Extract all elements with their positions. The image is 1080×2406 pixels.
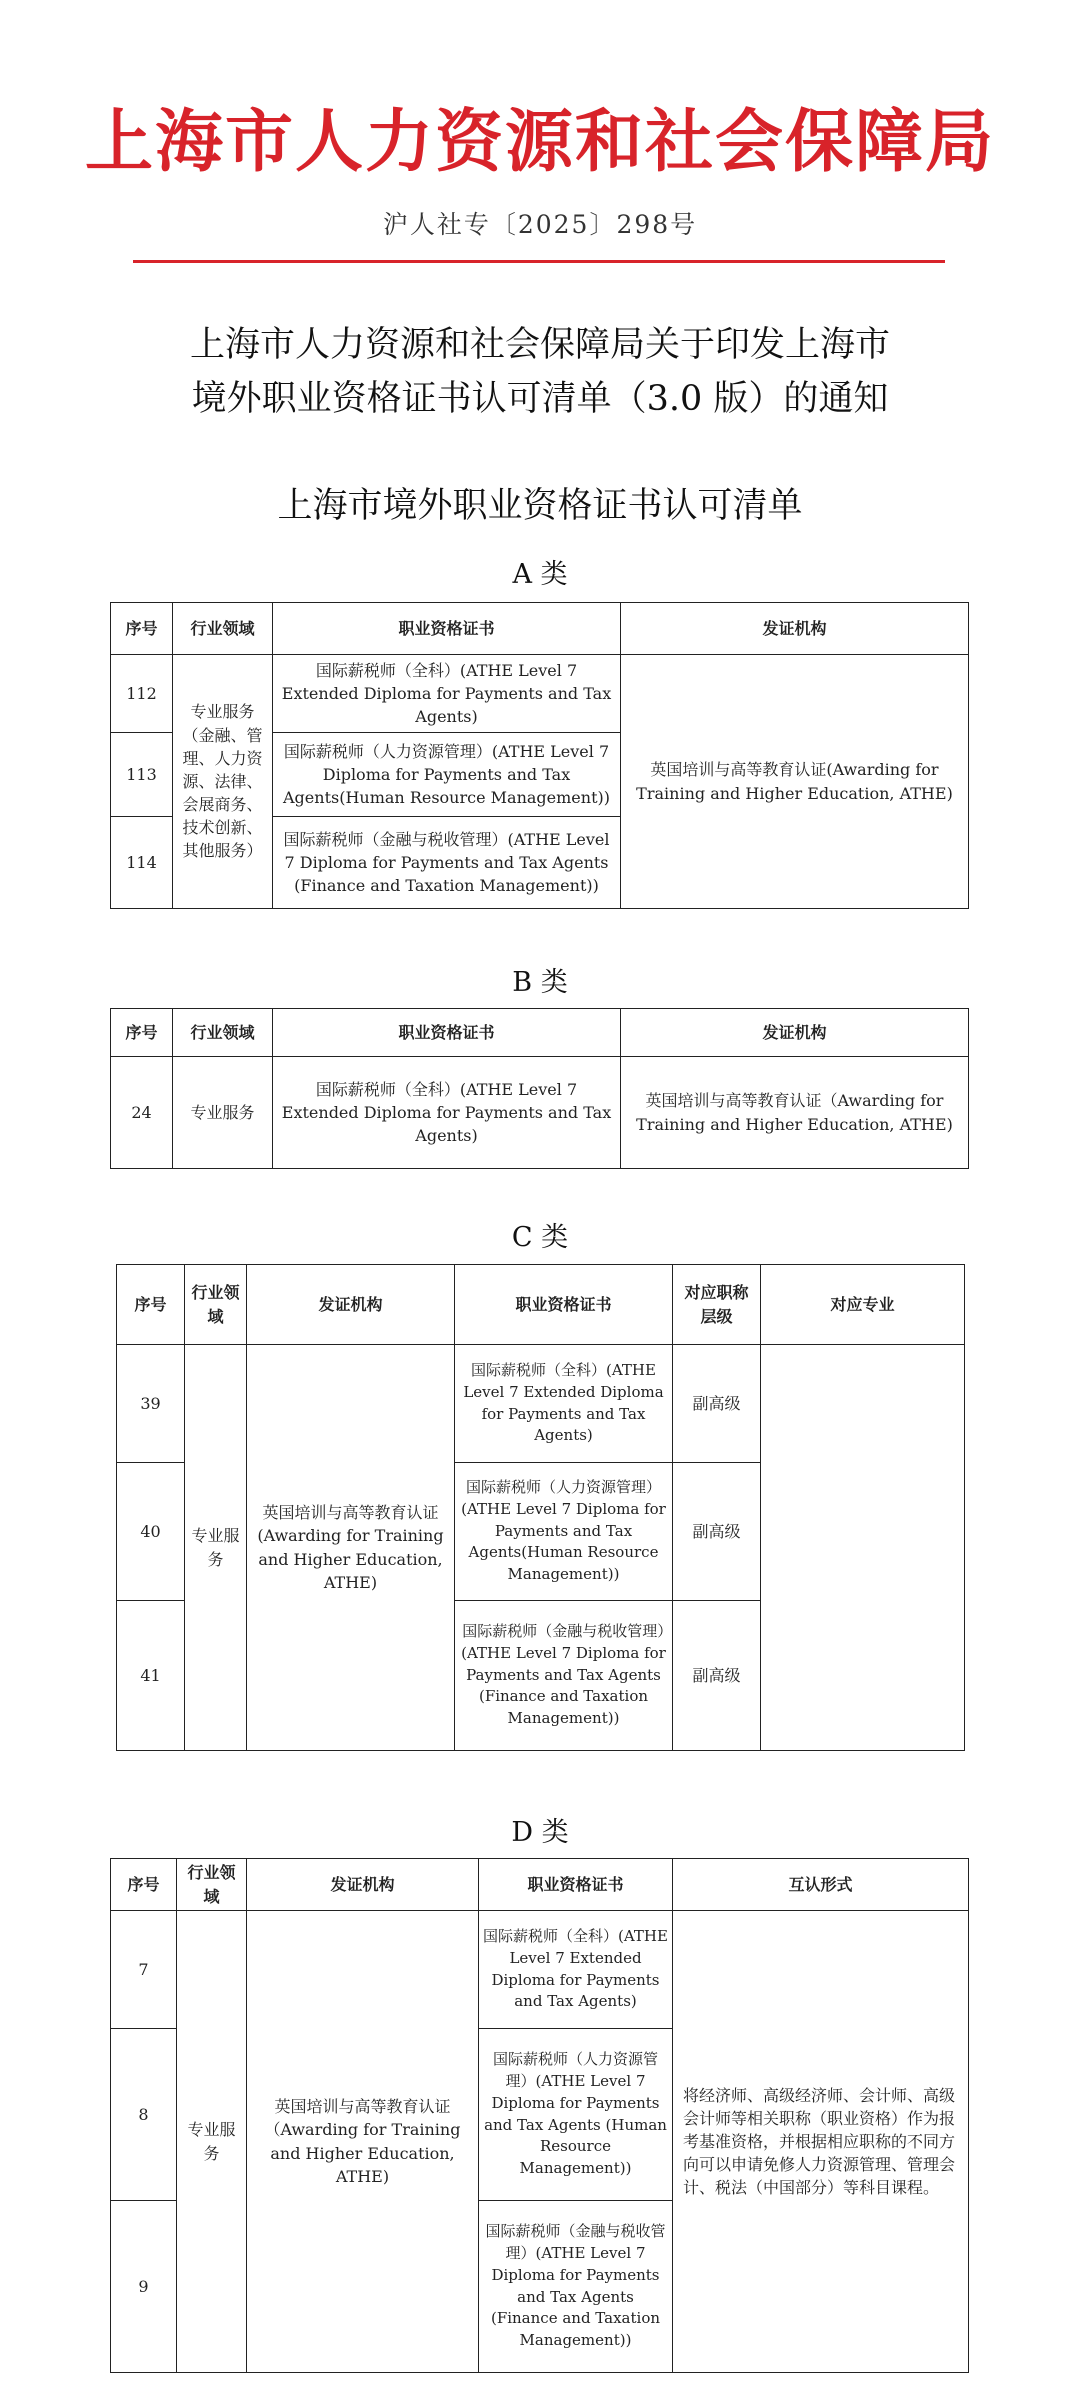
table-header-row [117,1265,965,1345]
certificate: 国际薪税师（金融与税收管理）(ATHE Level 7 Diploma for Payments and Tax Agents (Finance and Taxation Management)) [479,2201,673,2373]
notice-title [0,318,1080,426]
issuer: 英国培训与高等教育认证（Awarding for Training and Higher Education, ATHE) [621,1057,969,1169]
industry-field: 专业服务 [185,1345,247,1751]
section-d-table [110,1858,969,2373]
title-level: 副高级 [673,1345,761,1463]
header-cell: 序号 [111,1859,177,1911]
row-number: 114 [111,817,173,909]
certificate: 国际薪税师（全科）(ATHE Level 7 Extended Diploma for Payments and Tax Agents) [455,1345,673,1463]
industry-field: 专业服务 [177,1911,247,2373]
section-c-table [116,1264,965,1751]
section-a-label: A 类 [512,559,568,590]
section-b-label: B 类 [512,967,568,998]
table-header-row [111,1009,969,1057]
header-cell: 职业资格证书 [479,1859,673,1911]
notice-title-line1: 上海市人力资源和社会保障局关于印发上海市 [189,325,890,365]
row-number: 8 [111,2029,177,2201]
header-cell: 序号 [111,1009,173,1057]
notice-title-line2: 境外职业资格证书认可清单（3.0 版）的通知 [191,379,889,419]
row-number: 39 [117,1345,185,1463]
certificate: 国际薪税师（人力资源管理）(ATHE Level 7 Diploma for Payments and Tax Agents(Human Resource Management)) [273,733,621,817]
table-header-row [111,603,969,655]
agency-title: 上海市人力资源和社会保障局 [84,104,995,180]
certificate: 国际薪税师（人力资源管理）(ATHE Level 7 Diploma for Payments and Tax Agents (Human Resource Management)) [479,2029,673,2201]
row-number: 112 [111,655,173,733]
header-cell: 发证机构 [247,1265,455,1345]
row-number: 24 [111,1057,173,1169]
header-cell: 序号 [117,1265,185,1345]
document-number: 沪人社专〔2025〕298号 [382,210,698,239]
table-row [111,1057,969,1169]
industry-field: 专业服务 [173,1057,273,1169]
header-cell: 发证机构 [247,1859,479,1911]
header-cell: 行业领域 [185,1265,247,1345]
issuer: 英国培训与高等教育认证(Awarding for Training and Higher Education, ATHE) [621,655,969,909]
title-level: 副高级 [673,1601,761,1751]
red-divider [133,260,945,263]
title-level: 副高级 [673,1463,761,1601]
header-cell: 职业资格证书 [455,1265,673,1345]
table-row [111,655,969,733]
header-cell: 行业领域 [173,603,273,655]
row-number: 41 [117,1601,185,1751]
certificate: 国际薪税师（全科）(ATHE Level 7 Extended Diploma for Payments and Tax Agents) [479,1911,673,2029]
industry-field: 专业服务（金融、管理、人力资源、法律、会展商务、技术创新、其他服务） [173,655,273,909]
section-b-table [110,1008,969,1169]
header-cell: 职业资格证书 [273,603,621,655]
certificate: 国际薪税师（全科）(ATHE Level 7 Extended Diploma for Payments and Tax Agents) [273,655,621,733]
header-cell: 对应专业 [761,1265,965,1345]
table-header-row [111,1859,969,1911]
header-cell: 职业资格证书 [273,1009,621,1057]
header-cell: 发证机构 [621,1009,969,1057]
table-row [111,1911,969,2029]
certificate: 国际薪税师（人力资源管理）(ATHE Level 7 Diploma for Payments and Tax Agents(Human Resource Management)) [455,1463,673,1601]
section-a-table [110,602,969,909]
header-cell: 序号 [111,603,173,655]
row-number: 40 [117,1463,185,1601]
section-c-label: C 类 [511,1222,569,1253]
header-cell: 行业领域 [173,1009,273,1057]
row-number: 7 [111,1911,177,2029]
header-cell: 行业领域 [177,1859,247,1911]
header-cell: 发证机构 [621,603,969,655]
issuer: 英国培训与高等教育认证(Awarding for Training and Higher Education, ATHE) [247,1345,455,1751]
table-row [117,1345,965,1463]
certificate: 国际薪税师（全科）(ATHE Level 7 Extended Diploma for Payments and Tax Agents) [273,1057,621,1169]
issuer: 英国培训与高等教育认证（Awarding for Training and Higher Education, ATHE) [247,1911,479,2373]
corresponding-major [761,1345,965,1751]
mutual-recognition: 将经济师、高级经济师、会计师、高级会计师等相关职称（职业资格）作为报考基准资格，并根据相应职称的不同方向可以申请免修人力资源管理、管理会计、税法（中国部分）等科目课程。 [673,1911,969,2373]
row-number: 9 [111,2201,177,2373]
certificate: 国际薪税师（金融与税收管理）(ATHE Level 7 Diploma for Payments and Tax Agents (Finance and Taxation Management)) [455,1601,673,1751]
certificate: 国际薪税师（金融与税收管理）(ATHE Level 7 Diploma for Payments and Tax Agents (Finance and Taxation Management)) [273,817,621,909]
header-cell: 对应职称层级 [673,1265,761,1345]
row-number: 113 [111,733,173,817]
header-cell: 互认形式 [673,1859,969,1911]
list-title: 上海市境外职业资格证书认可清单 [277,486,803,526]
section-d-label: D 类 [511,1817,569,1848]
